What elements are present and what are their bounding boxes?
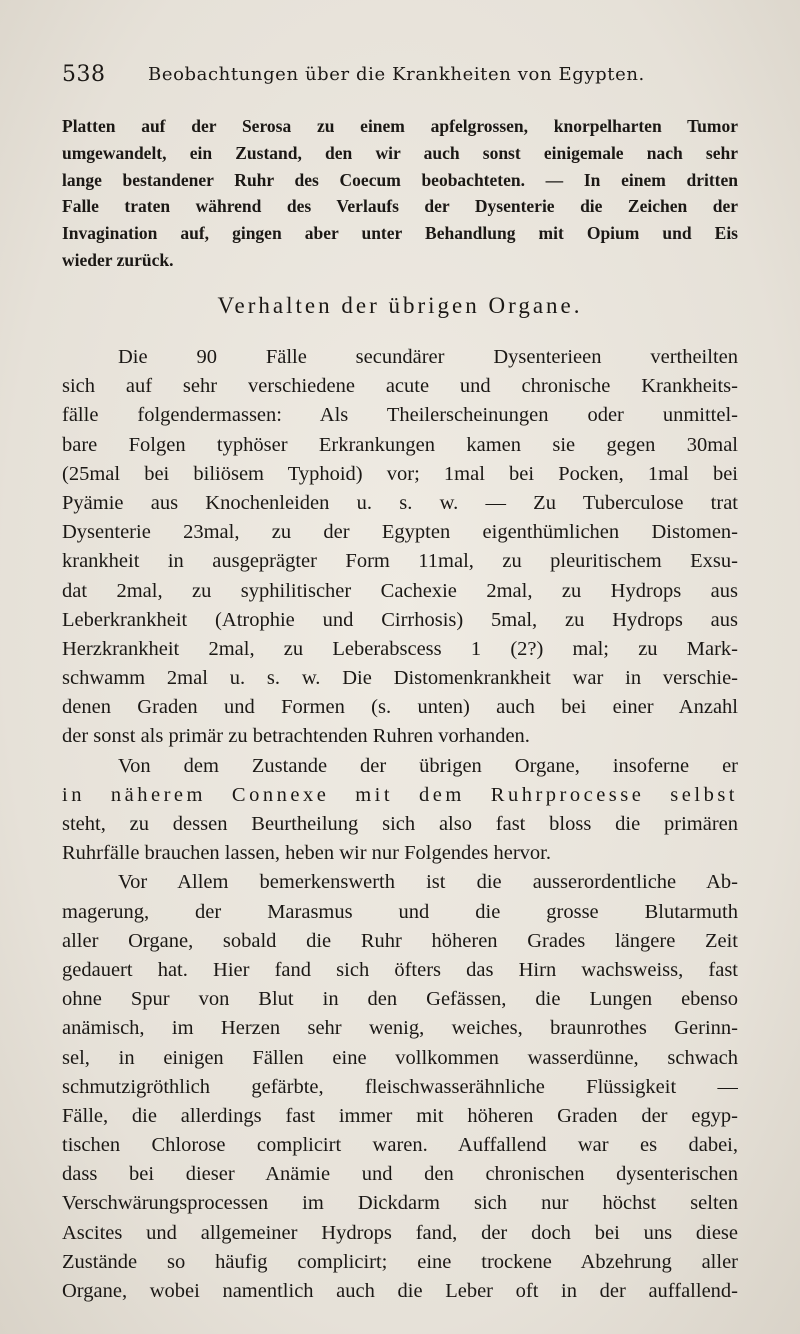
text-line: denen Graden und Formen (s. unten) auch bei einer Anzahl: [62, 696, 738, 719]
text-line: Fälle, die allerdings fast immer mit höheren Graden der egyp-: [62, 1104, 738, 1127]
text-line: Vor Allem bemerkenswerth ist die ausserordentliche Ab-: [118, 871, 738, 894]
text-line: Leberkrankheit (Atrophie und Cirrhosis) 5mal, zu Hydrops aus: [62, 608, 738, 631]
text-line: dass bei dieser Anämie und den chronischen dysenterischen: [62, 1163, 738, 1186]
text-line: magerung, der Marasmus und die grosse Blutarmuth: [62, 900, 738, 923]
text-line: Organe, wobei namentlich auch die Leber oft in der auffallend-: [62, 1280, 738, 1302]
text-line: schwamm 2mal u. s. w. Die Distomenkrankheit war in verschie-: [62, 667, 738, 690]
section-heading: Verhalten der übrigen Organe.: [217, 293, 583, 318]
text-line: steht, zu dessen Beurtheilung sich also fast bloss die primären: [62, 813, 738, 835]
text-line: schmutzigröthlich gefärbte, fleischwasserähnliche Flüssigkeit —: [62, 1075, 738, 1098]
text-line: (25mal bei biliösem Typhoid) vor; 1mal bei Pocken, 1mal bei: [62, 462, 738, 485]
page-header: [60, 60, 740, 92]
text-line: wieder zurück.: [62, 249, 174, 270]
text-line: Ascites und allgemeiner Hydrops fand, der doch bei uns diese: [62, 1221, 738, 1244]
text-line: der sonst als primär zu betrachtenden Ruhren vorhanden.: [62, 725, 530, 748]
text-line: bare Folgen typhöser Erkrankungen kamen sie gegen 30mal: [62, 433, 738, 456]
text-line: Die 90 Fälle secundärer Dysenterieen vertheilten: [118, 346, 738, 368]
text-line: Von dem Zustande der übrigen Organe, insoferne er: [118, 754, 738, 777]
text-line: lange bestandener Ruhr des Coecum beobachteten. — In einem dritten: [62, 169, 738, 190]
text-line: fälle folgendermassen: Als Theilerscheinungen oder unmittel-: [62, 404, 738, 427]
text-line: Ruhrfälle brauchen lassen, heben wir nur Folgendes hervor.: [62, 842, 552, 865]
running-head: Beobachtungen über die Krankheiten von Egypten.: [148, 64, 645, 85]
text-line: sich auf sehr verschiedene acute und chronische Krankheits-: [62, 375, 738, 398]
intro-paragraph: [62, 113, 738, 274]
text-line: Zustände so häufig complicirt; eine trockene Abzehrung aller: [62, 1250, 738, 1273]
text-line: Dysenterie 23mal, zu der Egypten eigenthümlichen Distomen-: [62, 521, 738, 544]
text-line: Falle traten während des Verlaufs der Dysenterie die Zeichen der: [62, 196, 738, 217]
text-line: ohne Spur von Blut in den Gefässen, die Lungen ebenso: [62, 988, 738, 1011]
text-line: in näherem Connexe mit dem Ruhrprocesse selbst: [62, 783, 738, 806]
text-line: Herzkrankheit 2mal, zu Leberabscess 1 (2?) mal; zu Mark-: [62, 637, 738, 660]
text-line: Invagination auf, gingen aber unter Behandlung mit Opium und Eis: [62, 223, 738, 244]
text-line: Platten auf der Serosa zu einem apfelgrossen, knorpelharten Tumor: [62, 116, 738, 136]
body-text: [62, 343, 738, 1306]
page-number: 538: [62, 62, 106, 87]
text-line: Verschwärungsprocessen im Dickdarm sich nur höchst selten: [62, 1192, 738, 1215]
text-line: tischen Chlorose complicirt waren. Auffallend war es dabei,: [62, 1134, 738, 1157]
text-line: anämisch, im Herzen sehr wenig, weiches, braunrothes Gerinn-: [62, 1017, 738, 1040]
text-line: dat 2mal, zu syphilitischer Cachexie 2mal, zu Hydrops aus: [62, 579, 738, 602]
text-line: gedauert hat. Hier fand sich öfters das Hirn wachsweiss, fast: [62, 958, 738, 981]
text-line: aller Organe, sobald die Ruhr höheren Grades längere Zeit: [62, 929, 738, 952]
text-line: Pyämie aus Knochenleiden u. s. w. — Zu Tuberculose trat: [62, 491, 738, 514]
text-line: umgewandelt, ein Zustand, den wir auch sonst einigemale nach sehr: [62, 142, 738, 163]
text-line: sel, in einigen Fällen eine vollkommen wasserdünne, schwach: [62, 1046, 738, 1069]
text-line: krankheit in ausgeprägter Form 11mal, zu pleuritischem Exsu-: [62, 550, 738, 573]
